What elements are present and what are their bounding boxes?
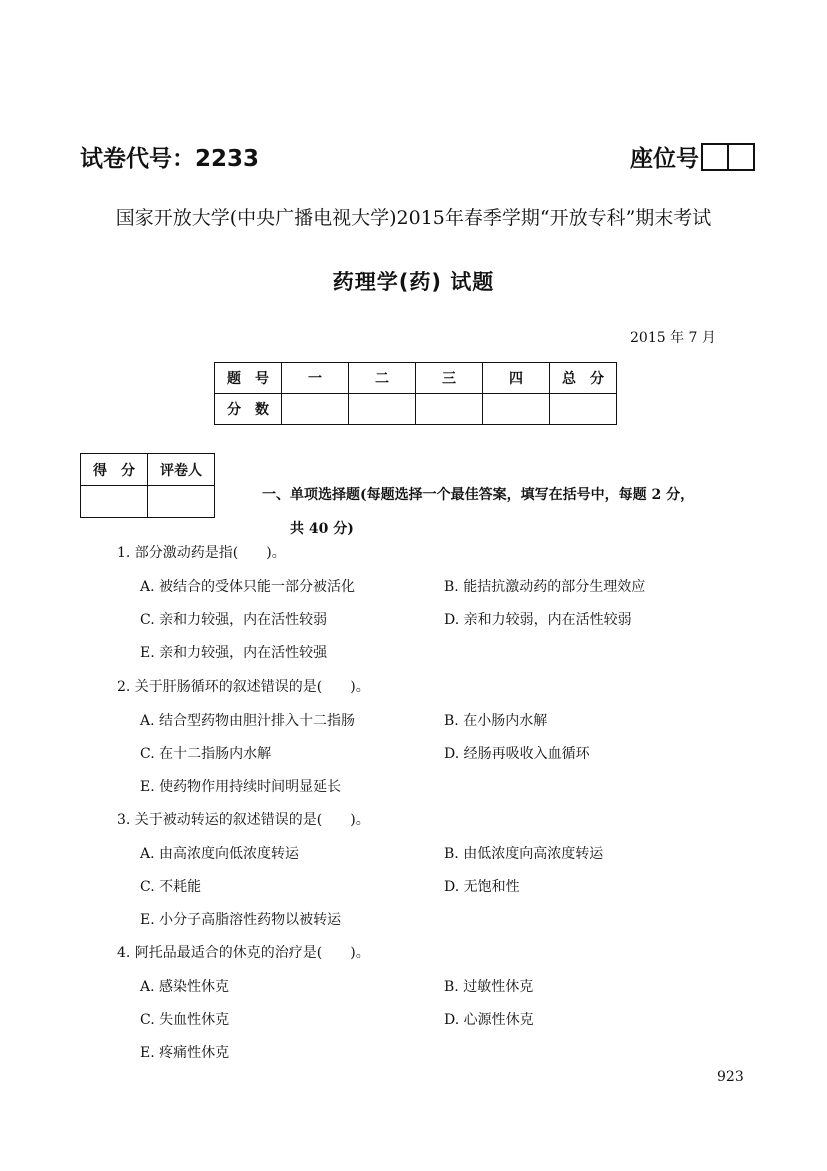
option-a: A. 被结合的受体只能一部分被活化 (140, 579, 356, 595)
score-value-row (215, 394, 617, 425)
score-header-cell: 题 号 (215, 363, 282, 394)
grader-table (80, 453, 215, 518)
score-cell[interactable] (416, 394, 483, 425)
grader-value-row (81, 486, 215, 518)
section-heading-line: 共 40 分) (290, 521, 354, 537)
option-e: E. 小分子高脂溶性药物以被转运 (140, 912, 342, 928)
score-header-cell: 二 (349, 363, 416, 394)
paper-code: 试卷代号：2233 (80, 146, 260, 172)
section-heading (262, 478, 762, 546)
option-d: D. 经肠再吸收入血循环 (444, 746, 590, 762)
option-b: B. 在小肠内水解 (444, 713, 548, 729)
option-d: D. 无饱和性 (444, 879, 520, 895)
option-e: E. 使药物作用持续时间明显延长 (140, 779, 342, 795)
option-c: C. 亲和力较强，内在活性较弱 (140, 612, 328, 628)
option-c: C. 不耗能 (140, 879, 202, 895)
question-stem: 2. 关于肝肠循环的叙述错误的是( )。 (117, 679, 370, 695)
exam-date: 2015 年 7 月 (630, 330, 716, 346)
seat-box[interactable] (727, 145, 753, 169)
option-a: A. 结合型药物由胆汁排入十二指肠 (140, 713, 356, 729)
option-b: B. 过敏性休克 (444, 979, 534, 995)
seat-number (630, 140, 755, 173)
score-table (214, 362, 617, 425)
score-cell[interactable] (349, 394, 416, 425)
option-d: D. 心源性休克 (444, 1012, 534, 1028)
seat-label: 座位号 (630, 146, 699, 172)
grader-score-cell[interactable] (81, 486, 148, 518)
score-row-label: 分 数 (215, 394, 282, 425)
exam-title: 国家开放大学(中央广播电视大学)2015年春季学期“开放专科”期末考试 (115, 207, 712, 229)
grader-header-cell: 评卷人 (148, 454, 215, 486)
question-stem: 4. 阿托品最适合的休克的治疗是( )。 (117, 945, 370, 961)
question-stem: 1. 部分激动药是指( )。 (117, 545, 286, 561)
question-stem: 3. 关于被动转运的叙述错误的是( )。 (117, 812, 370, 828)
score-cell[interactable] (550, 394, 617, 425)
section-heading-line: 一、单项选择题(每题选择一个最佳答案，填写在括号中，每题 2 分， (262, 487, 695, 503)
score-header-row (215, 363, 617, 394)
option-e: E. 亲和力较强，内在活性较强 (140, 645, 328, 661)
option-b: B. 由低浓度向高浓度转运 (444, 846, 604, 862)
option-a: A. 感染性休克 (140, 979, 230, 995)
score-header-cell: 四 (483, 363, 550, 394)
option-e: E. 疼痛性休克 (140, 1045, 230, 1061)
score-header-cell: 总 分 (550, 363, 617, 394)
score-cell[interactable] (282, 394, 349, 425)
seat-box[interactable] (703, 145, 727, 169)
seat-boxes (701, 143, 755, 171)
subject-title: 药理学(药) 试题 (332, 270, 495, 294)
option-b: B. 能拮抗激动药的部分生理效应 (444, 579, 646, 595)
grader-header-row (81, 454, 215, 486)
grader-name-cell[interactable] (148, 486, 215, 518)
score-header-cell: 三 (416, 363, 483, 394)
option-c: C. 失血性休克 (140, 1012, 230, 1028)
page-number: 923 (717, 1069, 744, 1085)
option-a: A. 由高浓度向低浓度转运 (140, 846, 300, 862)
option-c: C. 在十二指肠内水解 (140, 746, 272, 762)
score-cell[interactable] (483, 394, 550, 425)
grader-header-cell: 得 分 (81, 454, 148, 486)
score-header-cell: 一 (282, 363, 349, 394)
option-d: D. 亲和力较弱，内在活性较弱 (444, 612, 632, 628)
